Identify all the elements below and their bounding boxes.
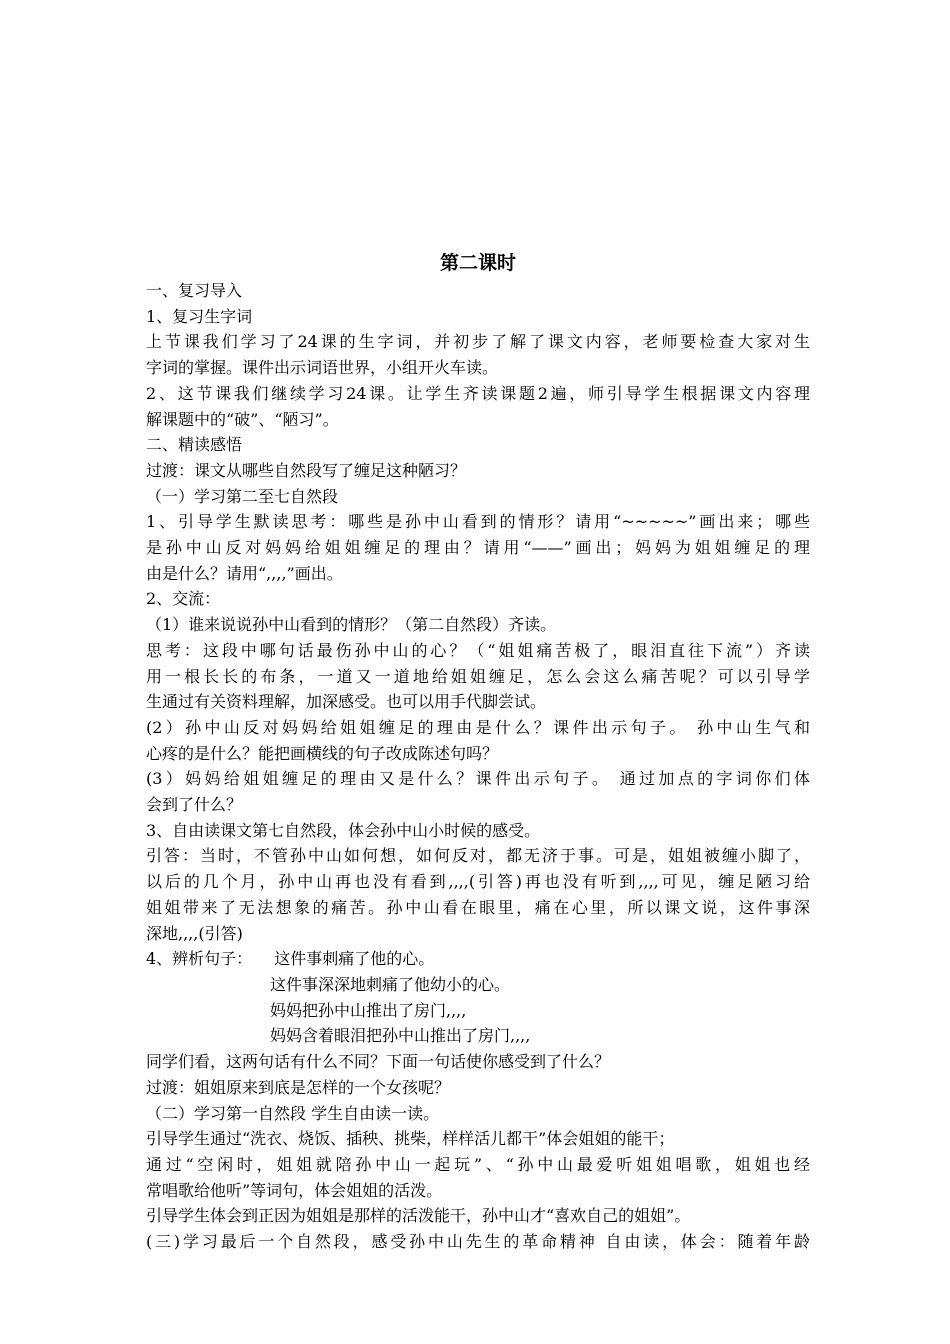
paragraph-line: 思考：这段中哪句话最伤孙中山的心？（“姐姐痛苦极了，眼泪直往下流”）齐读 [146, 640, 810, 660]
paragraph-line: 上节课我们学习了24课的生字词，并初步了解了课文内容，老师要检查大家对生 [146, 332, 810, 352]
subheading-exchange: 2、交流： [146, 589, 221, 609]
document-body [146, 250, 810, 1255]
paragraph-line: 同学们看，这两句话有什么不同？下面一句话使你感受到了什么？ [146, 1052, 611, 1072]
paragraph-line: 过渡：姐姐原来到底是怎样的一个女孩呢？ [146, 1077, 451, 1097]
paragraph-line: 引导学生体会到正因为姐姐是那样的活泼能干，孙中山才“喜欢自己的姐姐”。 [146, 1206, 691, 1226]
paragraph-line: 姐姐带来了无法想象的痛苦。孙中山看在眼里，痛在心里，所以课文说，这件事深 [146, 897, 810, 917]
sentence-analysis-label: 4、辨析句子： [146, 949, 253, 969]
subheading-review-words: 1、复习生字词 [146, 306, 253, 326]
heading-review-intro: 一、复习导入 [146, 281, 243, 300]
paragraph-line: 是孙中山反对妈妈给姐姐缠足的理由？请用“——”画出；妈妈为姐姐缠足的理 [146, 538, 810, 558]
sentence-analysis-row [146, 946, 810, 972]
heading-close-reading: 二、精读感悟 [146, 435, 243, 455]
analysis-sentence: 妈妈把孙中山推出了房门,,,, [270, 1000, 467, 1020]
paragraph-line: 引答：当时，不管孙中山如何想，如何反对，都无济于事。可是，姐姐被缠小脚了， [146, 846, 810, 866]
paragraph-line: 2、这节课我们继续学习24课。让学生齐读课题2遍，师引导学生根据课文内容理 [146, 383, 810, 403]
paragraph-line: （1）谁来说说孙中山看到的情形？（第二自然段）齐读。 [146, 615, 557, 635]
lesson-title: 第二课时 [439, 252, 516, 274]
paragraph-line: 以后的几个月，孙中山再也没有看到,,,,(引答)再也没有听到,,,,可见，缠足陋习给 [146, 872, 810, 892]
analysis-sentence: 这件事深深地刺痛了他幼小的心。 [270, 974, 511, 994]
analysis-sentence: 这件事刺痛了他的心。 [274, 949, 435, 969]
paragraph-line: 通过“空闲时，姐姐就陪孙中山一起玩”、“孙中山最爱听姐姐唱歌，姐姐也经 [146, 1154, 810, 1174]
paragraph-line: (3）妈妈给姐姐缠足的理由又是什么？课件出示句子。 通过加点的字词你们体 [146, 769, 810, 789]
paragraph-line: 引导学生通过“洗衣、烧饭、插秧、挑柴，样样活儿都干”体会姐姐的能干； [146, 1129, 675, 1149]
paragraph-line: (2）孙中山反对妈妈给姐姐缠足的理由是什么？课件出示句子。 孙中山生气和 [146, 717, 810, 737]
paragraph-line: 1、引导学生默读思考：哪些是孙中山看到的情形？请用“~~~~~”画出来；哪些 [146, 512, 810, 532]
paragraph-line: 由是什么？请用“,,,,”画出。 [146, 563, 343, 583]
subheading-last-paragraph: (三)学习最后一个自然段，感受孙中山先生的革命精神 自由读，体会：随着年龄 [146, 1232, 810, 1252]
paragraph-line: 生通过有关资料理解，加深感受。也可以用手代脚尝试。 [146, 692, 547, 712]
paragraph-line: 字词的掌握。课件出示词语世界，小组开火车读。 [146, 358, 499, 378]
paragraph-line: 深地,,,,(引答) [146, 923, 243, 943]
paragraph-line: 常唱歌给他听”等词句，体会姐姐的活泼。 [146, 1180, 443, 1200]
analysis-sentence: 妈妈含着眼泪把孙中山推出了房门,,,, [270, 1026, 531, 1046]
paragraph-line: 心疼的是什么？能把画横线的句子改成陈述句吗？ [146, 743, 499, 763]
subheading-paragraph-1: （二）学习第一自然段 学生自由读一读。 [146, 1103, 440, 1123]
paragraph-line: 用一根长长的布条，一道又一道地给姐姐缠足，怎么会这么痛苦呢？可以引导学 [146, 666, 810, 686]
paragraph-line: 过渡：课文从哪些自然段写了缠足这种陋习？ [146, 460, 467, 480]
subheading-paragraphs-2-7: （一）学习第二至七自然段 [146, 486, 339, 506]
paragraph-line: 解课题中的“破”、“陋习”。 [146, 409, 339, 429]
paragraph-line: 3、自由读课文第七自然段，体会孙中山小时候的感受。 [146, 820, 541, 840]
paragraph-line: 会到了什么？ [146, 795, 243, 815]
